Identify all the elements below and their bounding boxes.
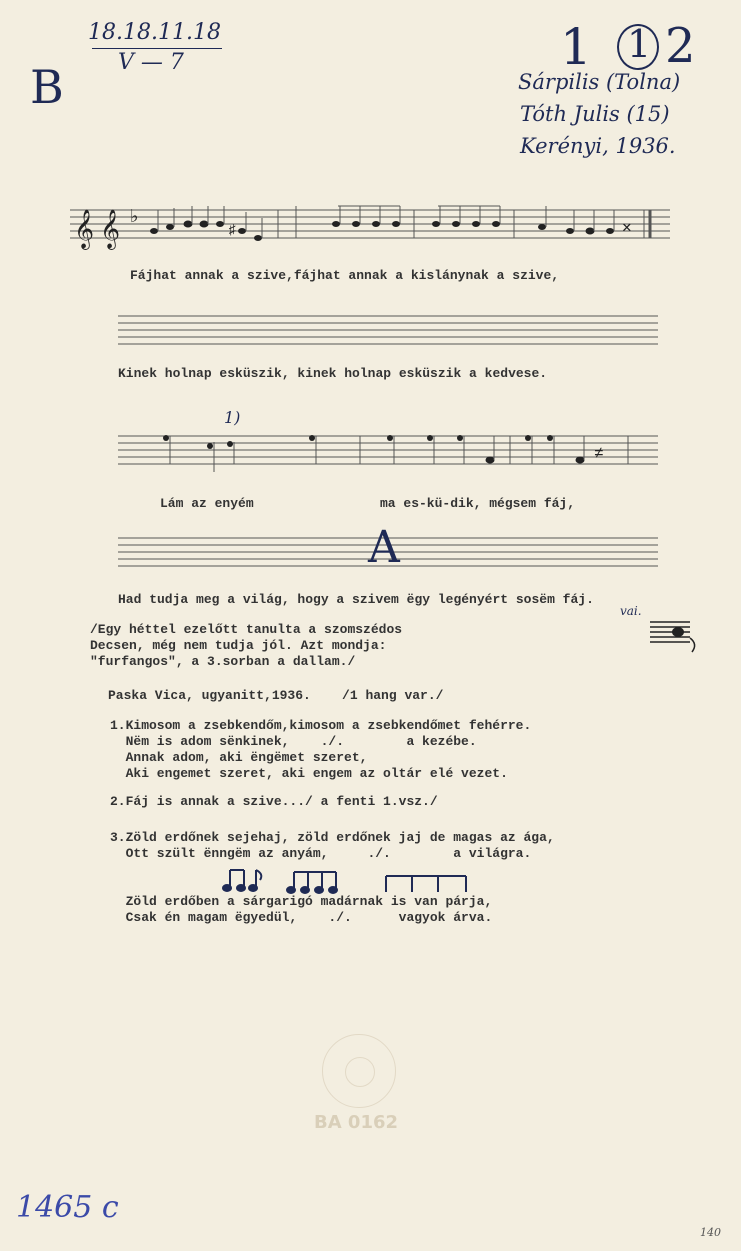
letter-b: B [30,60,64,114]
mark-1: 1) [224,408,241,427]
archive-subnumber: V — 7 [118,50,184,75]
singer-name: Tóth Julis (15) [520,102,670,126]
lyric-line-4: Had tudja meg a világ, hogy a szivem ëgy legényért sosëm fáj. [118,592,594,607]
flat-sign-icon: ♭ [130,206,139,227]
source-line: Paska Vica, ugyanitt,1936. /1 hang var./ [108,688,444,703]
catalog-number: 1465 c [16,1190,119,1225]
rhythm-sketch [222,866,472,896]
treble-clef-icon: 𝄞 [74,209,95,249]
archive-underline [92,48,222,49]
page-number-1: 1 [560,18,592,76]
verse-2: 2.Fáj is annak a szive.../ a fenti 1.vsz./ [110,794,438,809]
verse-3: 3.Zöld erdőnek sejehaj, zöld erdőnek jaj de magas az ága, Ott szült ënngëm az anyám, ./. a világra. [110,830,555,861]
sharp-sign-icon: ♯ [228,223,237,239]
verse-3b: Zöld erdőben a sárgarigó madárnak is van párja, Csak én magam ëgyedül, ./. vagyok árva. [125,894,493,925]
variant-note: vai. [620,604,642,618]
note-group-2 [296,206,514,238]
lyric-line-3b: ma es-kü-dik, mégsem fáj, [380,496,576,511]
collection-place: Sárpilis (Tolna) [518,70,681,94]
page-number-2: 2 [665,18,696,74]
lyric-line-3a: Lám az enyém [160,496,254,511]
page-number: 140 [700,1226,721,1239]
music-staff-2 [118,312,658,352]
archive-number: 18.18.11.18 [88,20,221,45]
svg-text:≠: ≠ [594,445,604,463]
collector-year: Kerényi, 1936. [520,134,676,158]
note-group-3 [538,206,650,238]
music-staff-3 [118,428,658,478]
variant-staff-sketch [650,614,700,654]
note-text: /Egy héttel ezelőtt tanulta a szomszédos Decsen, még nem tudja jól. Azt mondja: "furfangos", a 3.sorban a dallam./ [90,622,403,669]
svg-text:✕: ✕ [622,219,632,237]
verse-1: 1.Kimosom a zsebkendőm,kimosom a zsebkendőmet fehérre. Nëm is adom sënkinek, ./. a kezébe. Annak adom, aki ëngëmet szeret, Aki engemet szeret, aki engem az oltár elé vezet. [110,718,532,781]
circled-page-digit: 1 [627,22,652,66]
library-stamp [322,1034,396,1108]
mark-a: A [368,522,400,573]
stamp-number: BA 0162 [314,1112,399,1133]
lyric-line-1: Fájhat annak a szive,fájhat annak a kislánynak a szive, [130,268,560,283]
note-group-4 [163,435,628,472]
lyric-line-2: Kinek holnap esküszik, kinek holnap esküszik a kedvese. [118,366,548,381]
music-staff-1 [70,200,670,250]
treble-clef-icon-2: 𝄞 [100,209,121,249]
